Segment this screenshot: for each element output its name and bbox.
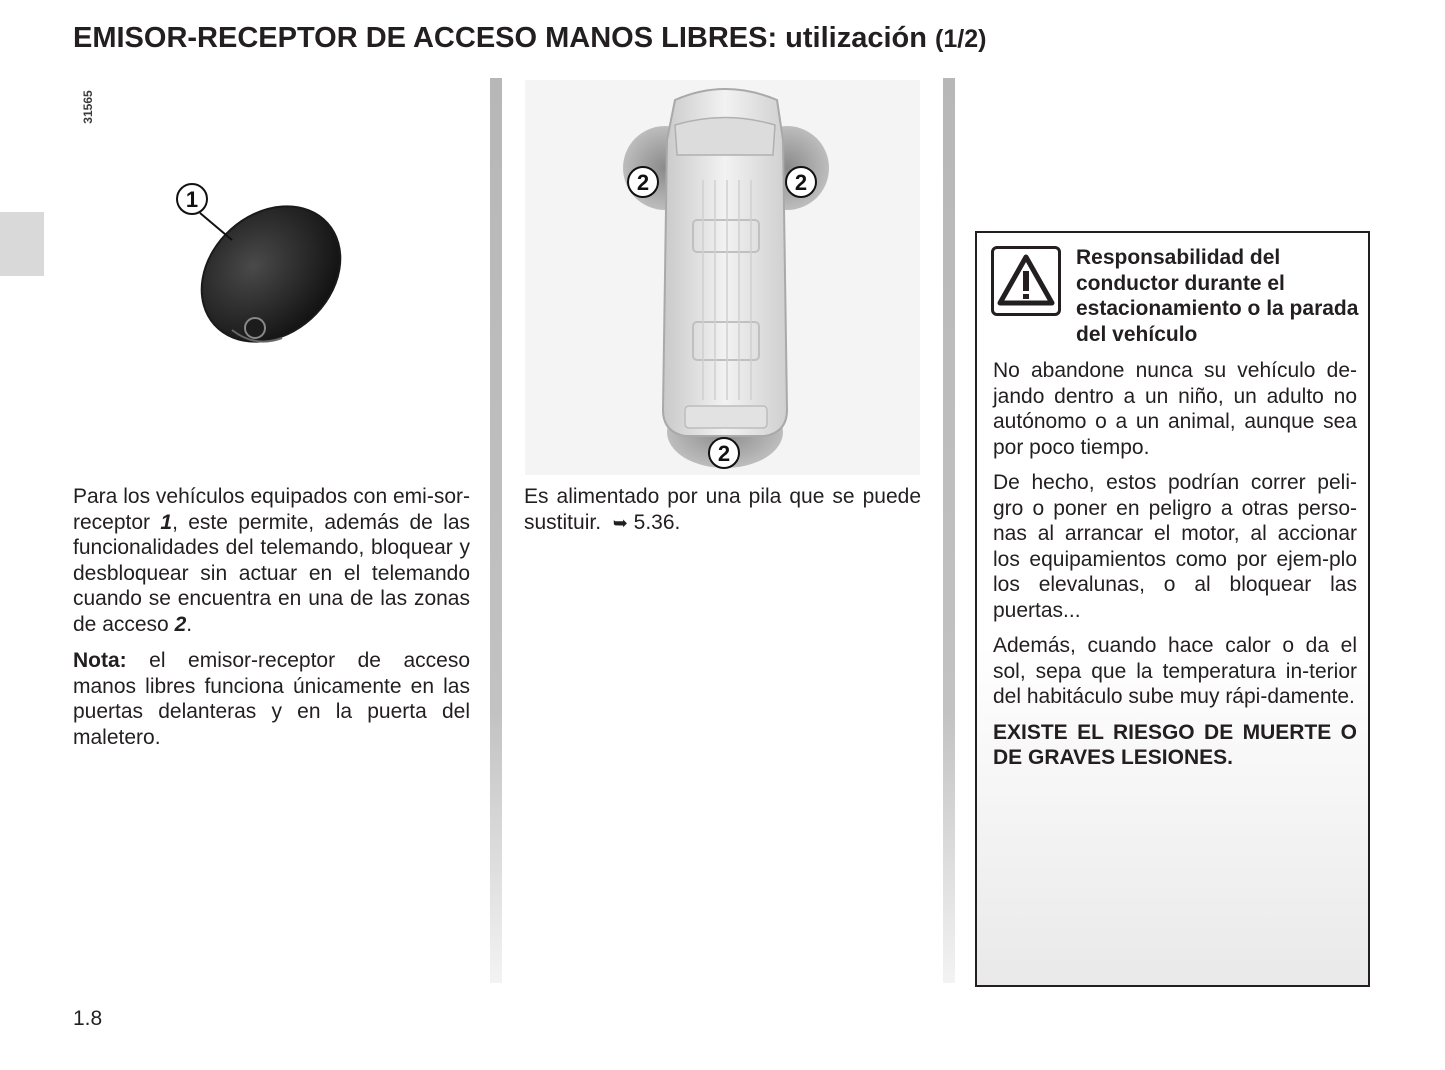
intro-text-c: . [186,612,193,636]
page-title-part: (1/2) [935,25,987,53]
note-text: el emisor-receptor de acceso manos libres funciona únicamente en las puertas delanteras y en la puerta del maletero. [73,649,470,749]
warning-heading: Responsabilidad del conductor durante el estacionamiento o la parada del vehículo [1076,246,1359,346]
zone-label-front-left: 2 [636,170,650,195]
callout-line [200,213,232,240]
warning-paragraph-1: No abandone nunca su vehículo de-jando dentro a un niño, un adulto no autónomo o a un animal, aunque sea por poco tiempo. [993,359,1357,459]
vehicle-zones-figure [525,80,920,475]
battery-paragraph [524,484,921,536]
warning-paragraph-3: Además, cuando hace calor o da el sol, sepa que la temperatura in-terior del habitáculo sube muy rápi-damente. [993,634,1357,708]
zone-label-rear: 2 [717,441,731,466]
warning-box [975,231,1370,987]
cross-reference-arrow-icon: ➥ [612,512,628,533]
page-title-main: EMISOR-RECEPTOR DE ACCESO MANOS LIBRES: utilización [73,22,927,54]
note-paragraph [73,648,470,750]
column-2-text [524,484,921,547]
page-number: 1.8 [73,1007,103,1030]
column-divider-left [490,78,502,983]
intro-text-b: , este permite, además de las funcionalidades del telemando, bloquear y desbloquear sin actuar en el telemando cuando se encuentra en una de las zonas de acceso [73,510,470,636]
warning-danger-statement: EXISTE EL RIESGO DE MUERTE O DE GRAVES LESIONES. [993,720,1357,769]
section-tab [0,212,44,276]
intro-paragraph [73,484,470,637]
battery-text: Es alimentado por una pila que se puede sustituir. [524,485,921,534]
warning-triangle-icon [991,246,1061,316]
ref-emitter: 1 [160,510,173,534]
figure1-code: 31565 [81,90,95,124]
column-divider-right [943,78,955,983]
callout-label-1: 1 [185,187,199,212]
warning-paragraph-2: De hecho, estos podrían correr peli-gro o poner en peligro a otras perso-nas al arrancar el motor, al accionar los equipamientos como por ejem-plo los elevalunas, o al bloquear las puertas... [993,471,1357,622]
key-fob-figure [160,170,370,370]
column-1-text [73,484,470,761]
cross-reference-link[interactable]: 5.36. [633,510,681,534]
warning-body [993,358,1357,781]
ref-zone: 2 [174,612,187,636]
intro-text-a: Para los vehículos equipados con emi-sor-receptor [73,485,470,534]
page-title [73,22,986,55]
key-ring-hole [245,318,265,338]
note-label: Nota: [73,649,127,672]
zone-label-front-right: 2 [794,170,808,195]
